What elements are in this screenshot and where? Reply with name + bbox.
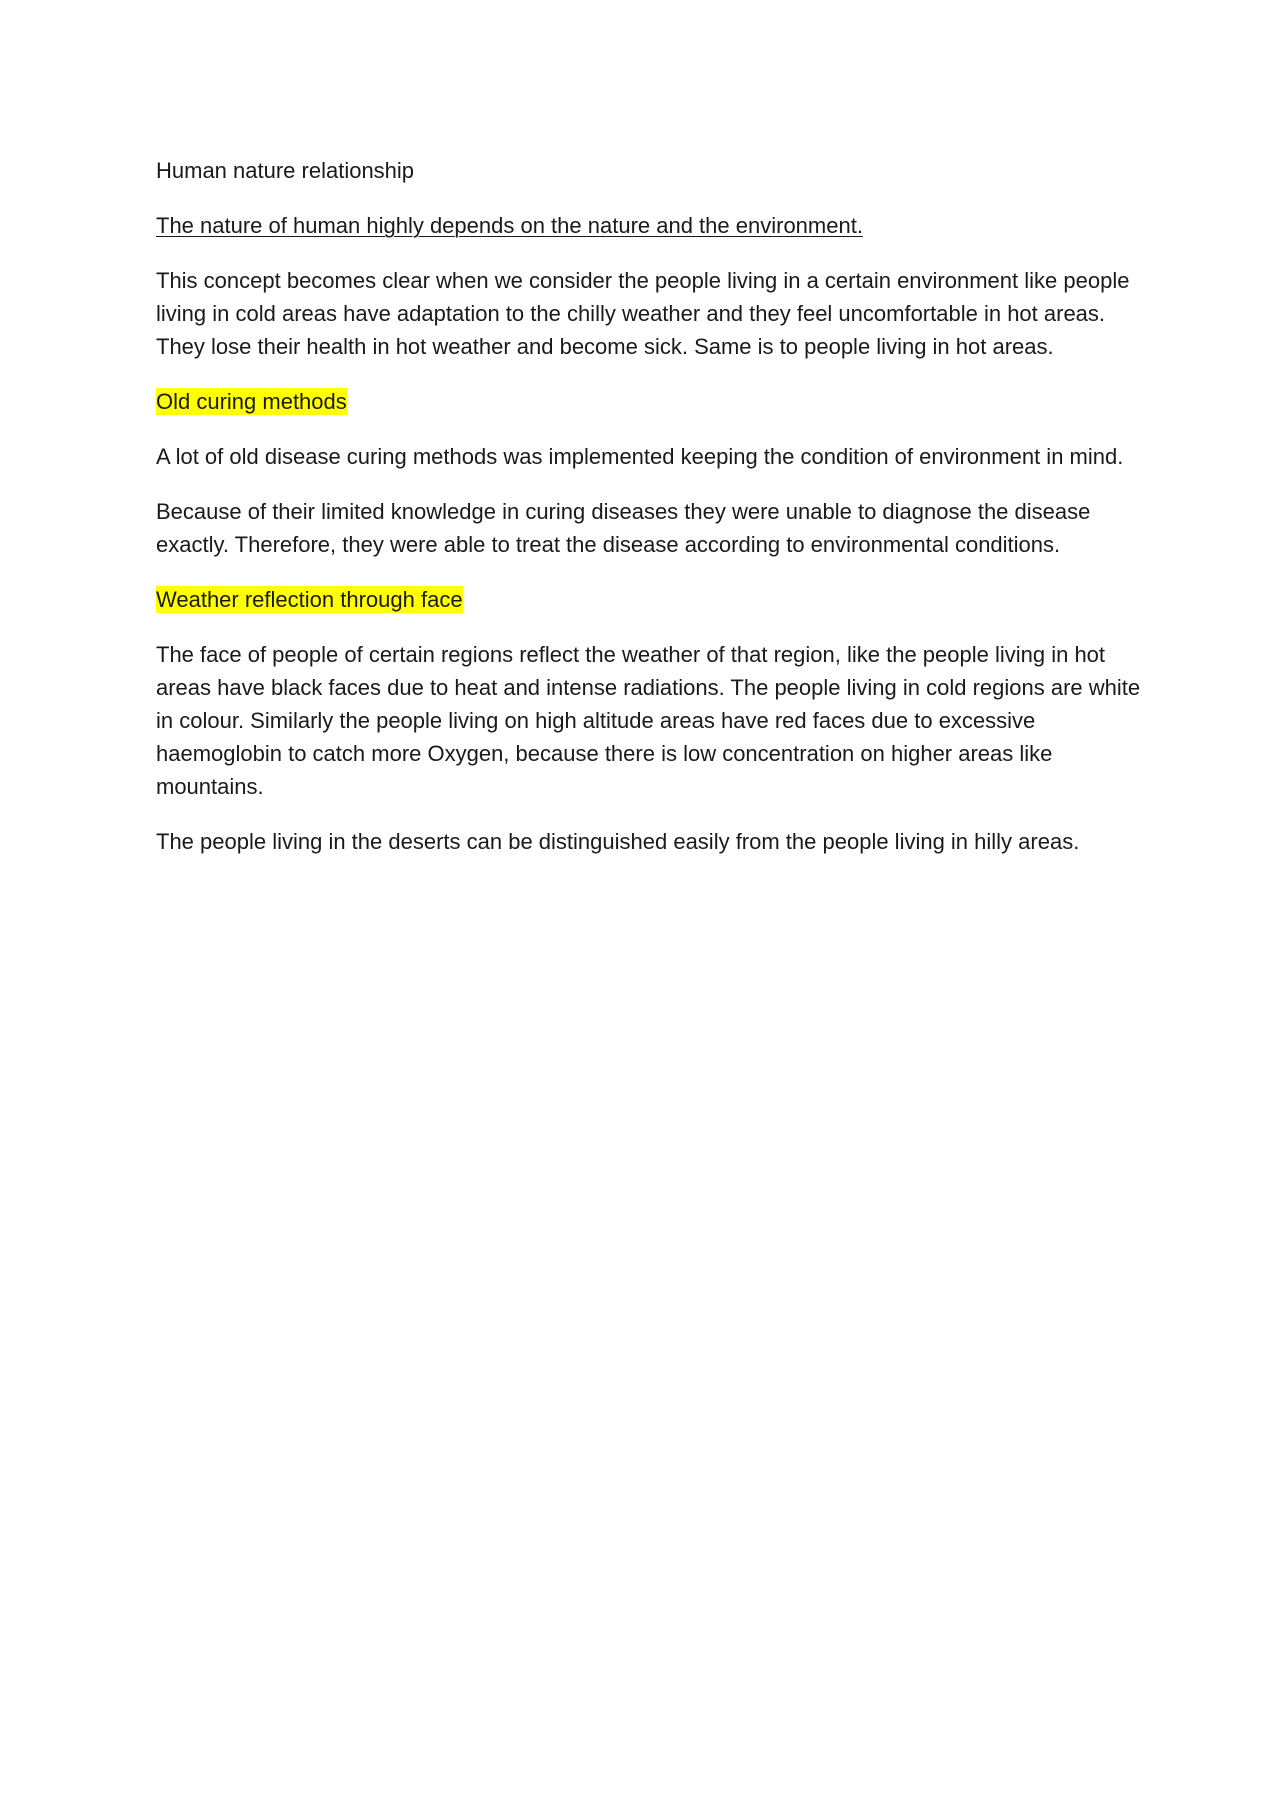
section-heading-weather-reflection	[156, 583, 1141, 616]
highlighted-heading-text: Weather reflection through face	[156, 587, 463, 612]
intro-paragraph: This concept becomes clear when we consider the people living in a certain environment like people living in cold areas have adaptation to the chilly weather and they feel uncomfortable in hot areas. They lose their health in hot weather and become sick. Same is to people living in hot areas.	[156, 268, 1130, 359]
document-body	[156, 154, 1141, 880]
paragraph-old-curing-2: Because of their limited knowledge in curing diseases they were unable to diagnose the disease exactly. Therefore, they were able to treat the disease according to environmental conditions.	[156, 499, 1091, 557]
document-subtitle-text: The nature of human highly depends on the nature and the environment.	[156, 213, 863, 238]
paragraph-old-curing-1: A lot of old disease curing methods was implemented keeping the condition of environment in mind.	[156, 444, 1124, 469]
paragraph-weather-reflection-2: The people living in the deserts can be distinguished easily from the people living in hilly areas.	[156, 829, 1080, 854]
document-subtitle	[156, 209, 1141, 242]
section-heading-old-curing-methods	[156, 385, 1141, 418]
document-title	[156, 154, 1141, 187]
paragraph-weather-reflection-1: The face of people of certain regions reflect the weather of that region, like the people living in hot areas have black faces due to heat and intense radiations. The people living in cold regions are white in colour. Similarly the people living on high altitude areas have red faces due to excessive haemoglobin to catch more Oxygen, because there is low concentration on higher areas like mountains.	[156, 642, 1141, 799]
document-title-text: Human nature relationship	[156, 158, 415, 183]
highlighted-heading-text: Old curing methods	[156, 389, 347, 414]
